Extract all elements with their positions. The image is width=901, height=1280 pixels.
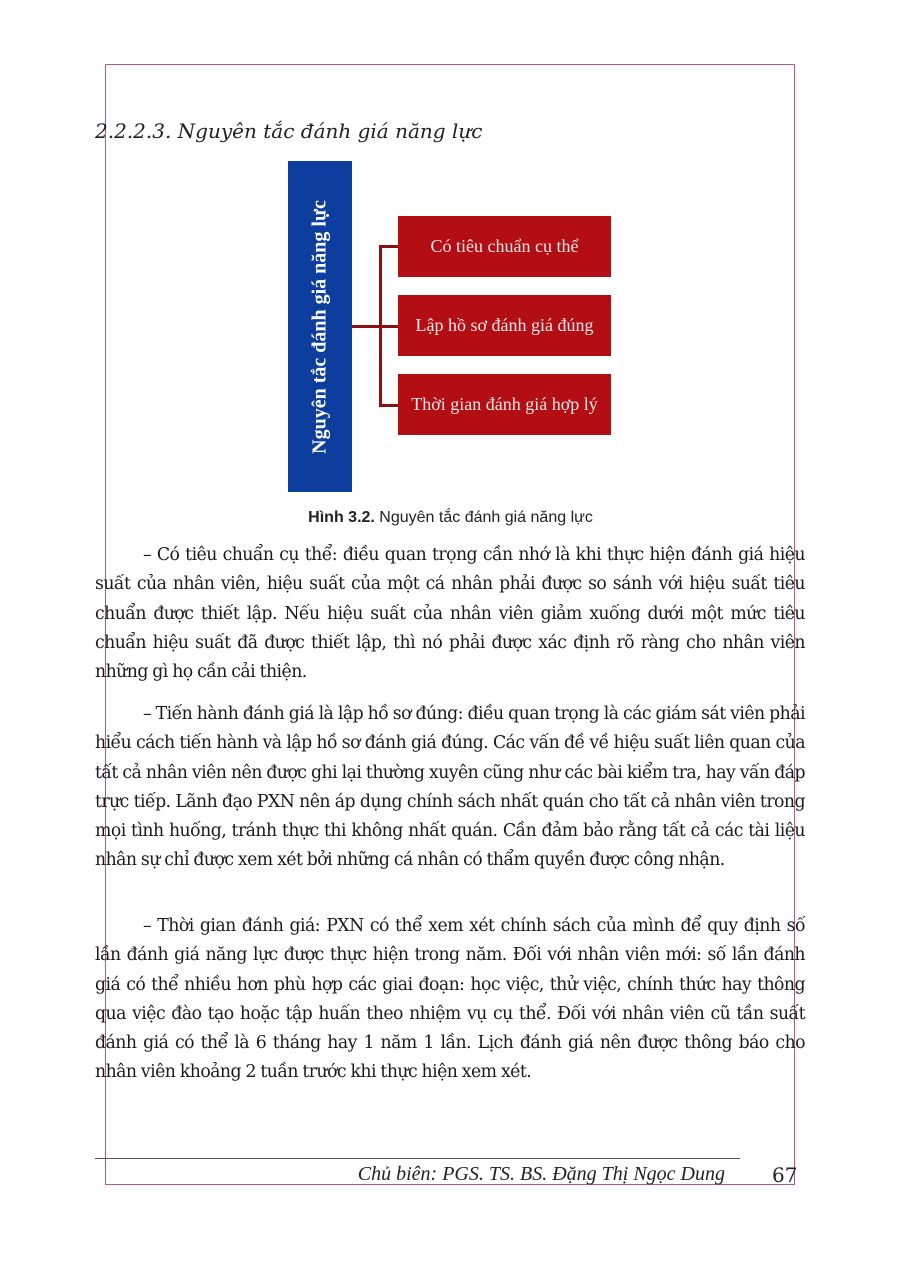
paragraph-text: – Thời gian đánh giá: PXN có thể xem xét chính sách của mình để quy định số lần đánh giá năng lực được thực hiện trong năm. Đối với nhân viên mới: số lần đánh giá có thể nhiều hơn phù hợp các giai đoạn: học việc, thử việc, chính thức hay thông qua việc đào tạo hoặc tập huấn theo nhiệm vụ cụ thể. Đối với nhân viên cũ tần suất đánh giá có thể là 6 tháng hay 1 năm 1 lần. Lịch đánh giá nên được thông báo cho nhân viên khoảng 2 tuần trước khi thực hiện xem xét. xyxy=(95,916,805,1083)
diagram-node-records: Lập hồ sơ đánh giá đúng xyxy=(398,295,611,356)
figure-caption-number: Hình 3.2. xyxy=(308,509,375,526)
diagram-root-label: Nguyên tắc đánh giá năng lực xyxy=(308,199,331,454)
paragraph-text: – Tiến hành đánh giá là lập hồ sơ đúng: điều quan trọng là các giám sát viên phải hiểu cách tiến hành và lập hồ sơ đánh giá đúng. Các vấn đề về hiệu suất liên quan của tất cả nhân viên nên được ghi lại thường xuyên cũng như các bài kiểm tra, hay vấn đáp trực tiếp. Lãnh đạo PXN nên áp dụng chính sách nhất quán cho tất cả nhân viên trong mọi tình huống, tránh thực thi không nhất quán. Cần đảm bảo rằng tất cả các tài liệu nhân sự chỉ được xem xét bởi những cá nhân có thẩm quyền được công nhận. xyxy=(95,704,805,871)
page-number: 67 xyxy=(772,1163,798,1187)
paragraph-evaluation-timing xyxy=(95,912,805,1088)
diagram-node-timing: Thời gian đánh giá hợp lý xyxy=(398,374,611,435)
diagram-connector-branch-2 xyxy=(379,325,398,328)
footer-divider xyxy=(95,1158,740,1159)
paragraph-text: – Có tiêu chuẩn cụ thể: điều quan trọng cần nhớ là khi thực hiện đánh giá hiệu suất của nhân viên, hiệu suất của một cá nhân phải được so sánh với hiệu suất tiêu chuẩn được thiết lập. Nếu hiệu suất của nhân viên giảm xuống dưới một mức tiêu chuẩn hiệu suất đã được thiết lập, thì nó phải được xác định rõ ràng cho nhân viên những gì họ cần cải thiện. xyxy=(95,545,805,683)
figure-caption-text: Nguyên tắc đánh giá năng lực xyxy=(374,509,593,526)
diagram-connector-branch-1 xyxy=(379,245,398,248)
paragraph-proper-records xyxy=(95,700,805,876)
diagram-connector-branch-3 xyxy=(379,404,398,407)
diagram-node-standard: Có tiêu chuẩn cụ thể xyxy=(398,216,611,277)
principles-diagram xyxy=(287,161,617,493)
diagram-root-box xyxy=(288,161,352,492)
footer-author: Chủ biên: PGS. TS. BS. Đặng Thị Ngọc Dung xyxy=(357,1163,725,1185)
figure-caption xyxy=(0,509,901,527)
section-heading: 2.2.2.3. Nguyên tắc đánh giá năng lực xyxy=(95,119,483,143)
paragraph-specific-standards xyxy=(95,541,805,687)
diagram-connector-stem xyxy=(352,325,381,328)
